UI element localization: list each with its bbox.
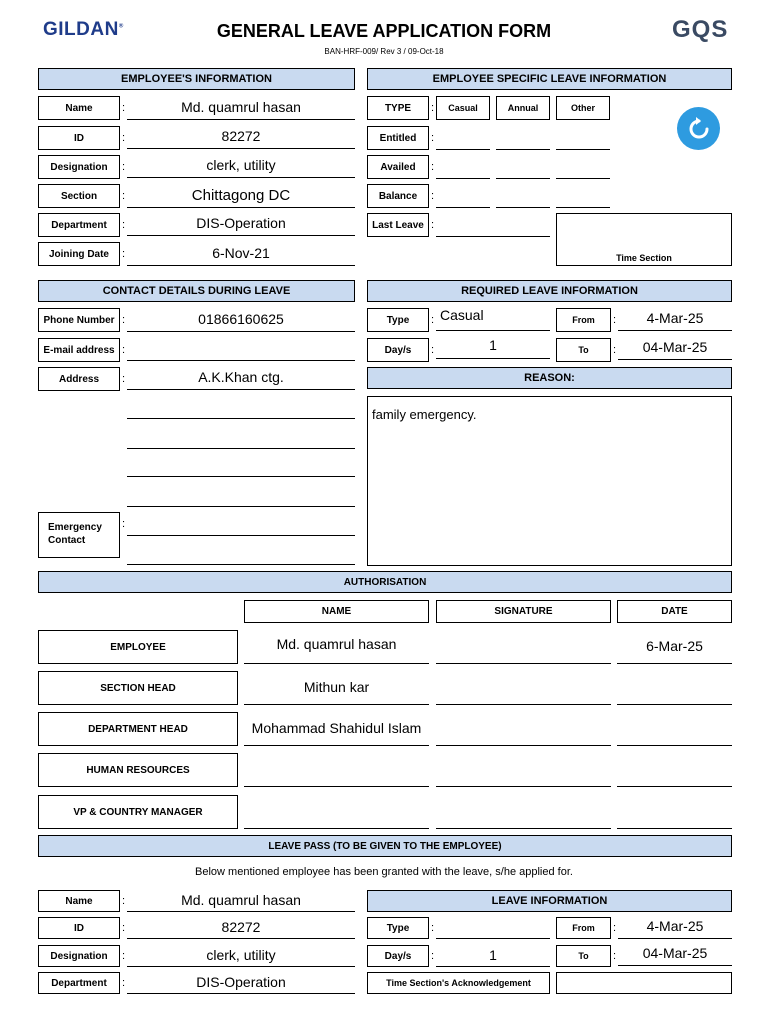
contact-heading: CONTACT DETAILS DURING LEAVE <box>38 280 355 302</box>
auth-role-department-head: DEPARTMENT HEAD <box>38 712 238 746</box>
required-days-label: Day/s <box>367 338 429 362</box>
auth-role-employee: EMPLOYEE <box>38 630 238 664</box>
employee-info-heading: EMPLOYEE'S INFORMATION <box>38 68 355 90</box>
phone-field[interactable]: 01866160625 <box>127 307 355 332</box>
from-date-field[interactable]: 4-Mar-25 <box>618 305 732 331</box>
id-label: ID <box>38 126 120 150</box>
last-leave-field[interactable] <box>436 236 550 237</box>
authorisation-heading: AUTHORISATION <box>38 571 732 593</box>
address-line-5[interactable] <box>127 506 355 507</box>
auth-role-vp-country-manager: VP & COUNTRY MANAGER <box>38 795 238 829</box>
pass-designation-label: Designation <box>38 945 120 967</box>
joining-date-label: Joining Date <box>38 242 120 266</box>
availed-label: Availed <box>367 155 429 179</box>
pass-to-field[interactable]: 04-Mar-25 <box>618 941 732 966</box>
type-other-box: Other <box>556 96 610 120</box>
auth-col-signature: SIGNATURE <box>436 600 611 623</box>
pass-days-label: Day/s <box>367 945 429 967</box>
specific-leave-heading: EMPLOYEE SPECIFIC LEAVE INFORMATION <box>367 68 732 90</box>
balance-other-field[interactable] <box>556 207 610 208</box>
auth-col-date: DATE <box>617 600 732 623</box>
designation-label: Designation <box>38 155 120 179</box>
entitled-label: Entitled <box>367 126 429 150</box>
to-date-field[interactable]: 04-Mar-25 <box>618 334 732 360</box>
email-field[interactable] <box>127 336 355 361</box>
reason-textarea[interactable]: family emergency. <box>367 396 732 566</box>
pass-ack-label: Time Section's Acknowledgement <box>367 972 550 994</box>
from-label: From <box>556 308 611 332</box>
address-line-2[interactable] <box>127 418 355 419</box>
address-label: Address <box>38 367 120 391</box>
auth-date-employee[interactable]: 6-Mar-25 <box>617 628 732 664</box>
to-label: To <box>556 338 611 362</box>
auth-name-section-head[interactable]: Mithun kar <box>244 670 429 705</box>
reason-heading: REASON: <box>367 367 732 389</box>
type-casual-box: Casual <box>436 96 490 120</box>
auth-date-human-resources[interactable] <box>617 752 732 787</box>
required-days-field[interactable]: 1 <box>436 332 550 359</box>
designation-field[interactable]: clerk, utility <box>127 153 355 178</box>
entitled-annual-field[interactable] <box>496 149 550 150</box>
pass-name-label: Name <box>38 890 120 912</box>
employee-id-field[interactable]: 82272 <box>127 124 355 149</box>
pass-id-field[interactable]: 82272 <box>127 915 355 939</box>
auth-signature-department-head[interactable] <box>436 745 611 746</box>
auth-date-vp-country-manager[interactable] <box>617 794 732 829</box>
auth-role-section-head: SECTION HEAD <box>38 671 238 705</box>
pass-leave-info-heading: LEAVE INFORMATION <box>367 890 732 912</box>
pass-ack-field[interactable] <box>556 972 732 994</box>
emergency-contact-field-2[interactable] <box>127 564 355 565</box>
balance-annual-field[interactable] <box>496 207 550 208</box>
pass-name-field[interactable]: Md. quamrul hasan <box>127 888 355 912</box>
entitled-casual-field[interactable] <box>436 149 490 150</box>
auth-col-name: NAME <box>244 600 429 623</box>
pass-from-label: From <box>556 917 611 939</box>
form-reference: BAN-HRF-009/ Rev 3 / 09-Oct-18 <box>324 47 444 56</box>
auth-name-employee[interactable]: Md. quamrul hasan <box>244 628 429 664</box>
emergency-contact-field[interactable] <box>127 535 355 536</box>
pass-type-field[interactable] <box>436 915 550 939</box>
time-section-box[interactable] <box>556 213 732 266</box>
gqs-logo: GQS <box>672 16 729 43</box>
address-field[interactable]: A.K.Khan ctg. <box>127 365 355 390</box>
pass-to-label: To <box>556 945 611 967</box>
pass-designation-field[interactable]: clerk, utility <box>127 943 355 967</box>
phone-label: Phone Number <box>38 308 120 332</box>
balance-casual-field[interactable] <box>436 207 490 208</box>
availed-annual-field[interactable] <box>496 178 550 179</box>
address-line-4[interactable] <box>127 476 355 477</box>
balance-label: Balance <box>367 184 429 208</box>
form-title: GENERAL LEAVE APPLICATION FORM <box>216 21 552 41</box>
pass-from-field[interactable]: 4-Mar-25 <box>618 914 732 939</box>
name-label: Name <box>38 96 120 120</box>
auth-signature-vp-country-manager[interactable] <box>436 828 611 829</box>
time-section-label: Time Section <box>616 253 672 263</box>
auth-signature-employee[interactable] <box>436 663 611 664</box>
refresh-icon[interactable] <box>677 107 720 150</box>
address-line-3[interactable] <box>127 448 355 449</box>
auth-date-department-head[interactable] <box>617 711 732 746</box>
pass-id-label: ID <box>38 917 120 939</box>
leave-pass-heading: LEAVE PASS (TO BE GIVEN TO THE EMPLOYEE) <box>38 835 732 857</box>
auth-name-human-resources[interactable] <box>244 752 429 787</box>
required-leave-heading: REQUIRED LEAVE INFORMATION <box>367 280 732 302</box>
department-label: Department <box>38 213 120 237</box>
availed-casual-field[interactable] <box>436 178 490 179</box>
employee-name-field[interactable]: Md. quamrul hasan <box>127 95 355 120</box>
pass-department-field[interactable]: DIS-Operation <box>127 970 355 994</box>
auth-signature-human-resources[interactable] <box>436 786 611 787</box>
emergency-contact-label: Emergency Contact <box>38 512 120 558</box>
entitled-other-field[interactable] <box>556 149 610 150</box>
required-type-field[interactable]: Casual <box>436 303 550 331</box>
leave-pass-note: Below mentioned employee has been granted with the leave, s/he applied for. <box>195 866 573 878</box>
last-leave-label: Last Leave <box>367 213 429 237</box>
required-type-label: Type <box>367 308 429 332</box>
pass-department-label: Department <box>38 972 120 994</box>
auth-date-section-head[interactable] <box>617 670 732 705</box>
section-label: Section <box>38 184 120 208</box>
auth-role-human-resources: HUMAN RESOURCES <box>38 753 238 787</box>
gildan-logo: GILDAN® <box>43 19 124 40</box>
department-field[interactable]: DIS-Operation <box>127 211 355 236</box>
type-annual-box: Annual <box>496 96 550 120</box>
joining-date-field[interactable]: 6-Nov-21 <box>127 241 355 266</box>
type-label: TYPE <box>367 96 429 120</box>
pass-type-label: Type <box>367 917 429 939</box>
auth-signature-section-head[interactable] <box>436 704 611 705</box>
section-field[interactable]: Chittagong DC <box>127 183 355 208</box>
availed-other-field[interactable] <box>556 178 610 179</box>
pass-days-field[interactable]: 1 <box>436 943 550 967</box>
auth-name-vp-country-manager[interactable] <box>244 794 429 829</box>
auth-name-department-head[interactable]: Mohammad Shahidul Islam <box>244 711 429 746</box>
email-label: E-mail address <box>38 338 120 362</box>
